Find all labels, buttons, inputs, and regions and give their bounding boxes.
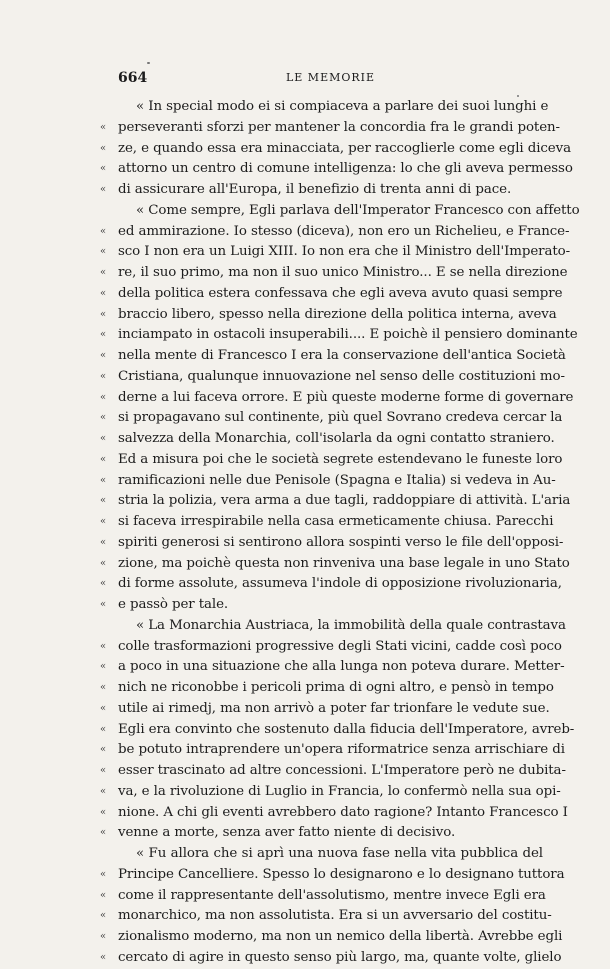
margin-quote-mark: « bbox=[100, 640, 107, 652]
line-text: Principe Cancelliere. Spesso lo designarono e lo designano tuttora bbox=[118, 866, 565, 882]
text-line bbox=[100, 657, 565, 678]
text-line bbox=[100, 803, 568, 824]
margin-quote-mark: « bbox=[100, 827, 107, 839]
margin-quote-mark: « bbox=[100, 225, 107, 237]
text-line bbox=[118, 616, 566, 637]
margin-quote-mark: « bbox=[100, 121, 107, 133]
text-line bbox=[100, 242, 571, 263]
line-text: Ed a misura poi che le società segrete estendevano le funeste loro bbox=[118, 451, 563, 467]
line-text: e passò per tale. bbox=[118, 597, 229, 612]
text-line bbox=[100, 720, 575, 741]
line-text: cercato di agire in questo senso più largo, ma, quante volte, glielo bbox=[118, 949, 562, 965]
margin-quote-mark: « bbox=[100, 350, 107, 361]
line-text: re, il suo primo, ma non il suo unico Ministro... E se nella direzione bbox=[118, 265, 568, 280]
text-line bbox=[100, 927, 563, 948]
line-text: a poco in una situazione che alla lunga non poteva durare. Metter- bbox=[118, 659, 565, 675]
text-line bbox=[100, 533, 564, 554]
text-line bbox=[100, 139, 571, 160]
line-text: attorno un centro di comune intelligenza: lo che gli aveva permesso bbox=[118, 161, 573, 177]
paragraph bbox=[100, 844, 565, 969]
line-text: di forme assolute, assumeva l'indole di opposizione rivoluzionaria, bbox=[118, 576, 562, 592]
text-line bbox=[100, 574, 562, 595]
line-text: « Fu allora che si aprì una nuova fase nella vita pubblica del bbox=[136, 846, 543, 861]
margin-quote-mark: « bbox=[100, 951, 107, 963]
margin-quote-mark: « bbox=[100, 702, 107, 714]
margin-quote-mark: « bbox=[100, 785, 107, 797]
line-text: nella mente di Francesco I era la conservazione dell'antica Società bbox=[118, 348, 566, 363]
line-text: venne a morte, senza aver fatto niente di decisivo. bbox=[118, 825, 456, 841]
text-line bbox=[100, 450, 563, 471]
text-line bbox=[100, 740, 565, 761]
margin-quote-mark: « bbox=[100, 806, 107, 818]
margin-quote-mark: « bbox=[100, 868, 107, 880]
text-line bbox=[100, 554, 570, 575]
text-line bbox=[100, 637, 562, 658]
page-header bbox=[118, 70, 543, 92]
margin-quote-mark: « bbox=[100, 744, 107, 756]
text-line bbox=[100, 118, 560, 139]
margin-quote-mark: « bbox=[100, 246, 107, 258]
line-text: utile ai rimedj, ma non arrivò a poter far trionfare le vedute sue. bbox=[118, 700, 550, 716]
line-text: colle trasformazioni progressive degli Stati vicini, cadde così poco bbox=[118, 638, 562, 654]
text-line bbox=[100, 699, 550, 720]
line-text: va, e la rivoluzione di Luglio in Francia, lo confermò nella sua opi- bbox=[118, 783, 561, 799]
text-line bbox=[100, 761, 566, 782]
text-line bbox=[118, 97, 549, 118]
line-text: derne a lui faceva orrore. E più queste moderne forme di governare bbox=[118, 389, 574, 405]
text-line bbox=[100, 180, 543, 201]
text-line bbox=[100, 678, 554, 699]
paragraph bbox=[100, 616, 575, 844]
margin-quote-mark: « bbox=[100, 910, 107, 922]
line-text: braccio libero, spesso nella direzione della politica interna, aveva bbox=[118, 306, 557, 322]
text-line bbox=[100, 906, 552, 927]
text-line bbox=[100, 159, 573, 180]
line-text: perseveranti sforzi per mantener la concordia fra le grandi poten- bbox=[118, 119, 560, 135]
line-text: salvezza della Monarchia, coll'isolarla da ogni contatto straniero. bbox=[118, 431, 555, 446]
text-line bbox=[100, 491, 571, 512]
text-line bbox=[100, 222, 570, 243]
line-text: esser trascinato ad altre concessioni. L'Imperatore però ne dubita- bbox=[118, 763, 566, 778]
margin-quote-mark: « bbox=[100, 267, 107, 278]
text-line bbox=[100, 325, 578, 346]
margin-quote-mark: « bbox=[100, 931, 107, 942]
line-text: di assicurare all'Europa, il benefizio di trenta anni di pace. bbox=[118, 182, 512, 197]
body-text bbox=[100, 97, 580, 969]
text-line bbox=[100, 284, 563, 305]
text-line bbox=[100, 429, 555, 450]
margin-quote-mark: « bbox=[100, 453, 107, 465]
text-line bbox=[100, 471, 556, 492]
text-line bbox=[118, 201, 580, 222]
margin-quote-mark: « bbox=[100, 495, 107, 507]
margin-quote-mark: « bbox=[100, 557, 107, 569]
margin-quote-mark: « bbox=[100, 412, 107, 424]
text-line bbox=[100, 823, 543, 844]
margin-quote-mark: « bbox=[100, 682, 107, 693]
line-text: come il rappresentante dell'assolutismo, mentre invece Egli era bbox=[118, 887, 546, 903]
margin-quote-mark: « bbox=[100, 723, 107, 735]
running-head: LE MEMORIE bbox=[285, 71, 376, 84]
line-text: ze, e quando essa era minacciata, per raccoglierle come egli diceva bbox=[118, 140, 571, 156]
line-text: Cristiana, qualunque innuovazione nel senso delle costituzioni mo- bbox=[118, 368, 565, 384]
line-text: stria la polizia, vera arma a due tagli, raddoppiare di attività. L'aria bbox=[118, 493, 571, 509]
margin-quote-mark: « bbox=[100, 163, 107, 175]
text-line bbox=[100, 367, 565, 388]
paragraph bbox=[100, 97, 573, 201]
margin-quote-mark: « bbox=[100, 287, 107, 299]
line-text: « La Monarchia Austriaca, la immobilità della quale contrastava bbox=[136, 617, 566, 633]
line-text: Egli era convinto che sostenuto dalla fiducia dell'Imperatore, avreb- bbox=[118, 721, 575, 737]
line-text: della politica estera confessava che egli aveva avuto quasi sempre bbox=[118, 285, 563, 301]
text-line bbox=[118, 844, 543, 865]
line-text: ed ammirazione. Io stesso (diceva), non ero un Richelieu, e France- bbox=[118, 223, 570, 239]
text-line bbox=[100, 263, 568, 284]
margin-quote-mark: « bbox=[100, 184, 107, 195]
line-text: monarchico, ma non assolutista. Era si un avversario del costitu- bbox=[118, 908, 552, 924]
line-text: si propagavano sul continente, più quel Sovrano credeva cercar la bbox=[118, 410, 563, 426]
margin-quote-mark: « bbox=[100, 474, 107, 486]
line-text: ramificazioni nelle due Penisole (Spagna e Italia) si vedeva in Au- bbox=[118, 472, 556, 488]
text-line bbox=[100, 408, 563, 429]
margin-quote-mark: « bbox=[100, 765, 107, 776]
line-text: inciampato in ostacoli insuperabili.... E poichè il pensiero dominante bbox=[118, 327, 578, 343]
line-text: nione. A chi gli eventi avrebbero dato ragione? Intanto Francesco I bbox=[118, 804, 568, 820]
margin-quote-mark: « bbox=[100, 308, 107, 320]
line-text: zione, ma poichè questa non rinveniva una base legale in uno Stato bbox=[118, 555, 570, 571]
text-line bbox=[100, 595, 543, 616]
margin-quote-mark: « bbox=[100, 536, 107, 548]
line-text: sco I non era un Luigi XIII. Io non era che il Ministro dell'Imperato- bbox=[118, 244, 571, 260]
print-speck bbox=[147, 62, 150, 64]
text-line bbox=[100, 346, 566, 367]
line-text: nich ne riconobbe i pericoli prima di ogni altro, e pensò in tempo bbox=[118, 680, 554, 695]
page-number: 664 bbox=[118, 70, 148, 86]
margin-quote-mark: « bbox=[100, 516, 107, 527]
text-line bbox=[100, 865, 565, 886]
margin-quote-mark: « bbox=[100, 599, 107, 610]
margin-quote-mark: « bbox=[100, 329, 107, 341]
line-text: zionalismo moderno, ma non un nemico della libertà. Avrebbe egli bbox=[118, 929, 563, 944]
text-line bbox=[100, 512, 554, 533]
text-line bbox=[100, 886, 546, 907]
text-line bbox=[100, 388, 574, 409]
line-text: si faceva irrespirabile nella casa ermeticamente chiusa. Parecchi bbox=[118, 514, 554, 529]
line-text: be potuto intraprendere un'opera riformatrice senza arrischiare di bbox=[118, 742, 565, 758]
margin-quote-mark: « bbox=[100, 142, 107, 154]
text-line bbox=[100, 305, 557, 326]
margin-quote-mark: « bbox=[100, 433, 107, 444]
margin-quote-mark: « bbox=[100, 578, 107, 590]
paragraph bbox=[100, 201, 580, 616]
line-text: « Come sempre, Egli parlava dell'Imperator Francesco con affetto bbox=[136, 202, 580, 218]
margin-quote-mark: « bbox=[100, 370, 107, 382]
margin-quote-mark: « bbox=[100, 661, 107, 673]
text-line bbox=[100, 948, 562, 969]
margin-quote-mark: « bbox=[100, 391, 107, 403]
text-line bbox=[100, 782, 561, 803]
margin-quote-mark: « bbox=[100, 889, 107, 901]
line-text: « In special modo ei si compiaceva a parlare dei suoi lunghi e bbox=[136, 99, 549, 114]
line-text: spiriti generosi si sentirono allora sospinti verso le file dell'opposi- bbox=[118, 534, 564, 550]
